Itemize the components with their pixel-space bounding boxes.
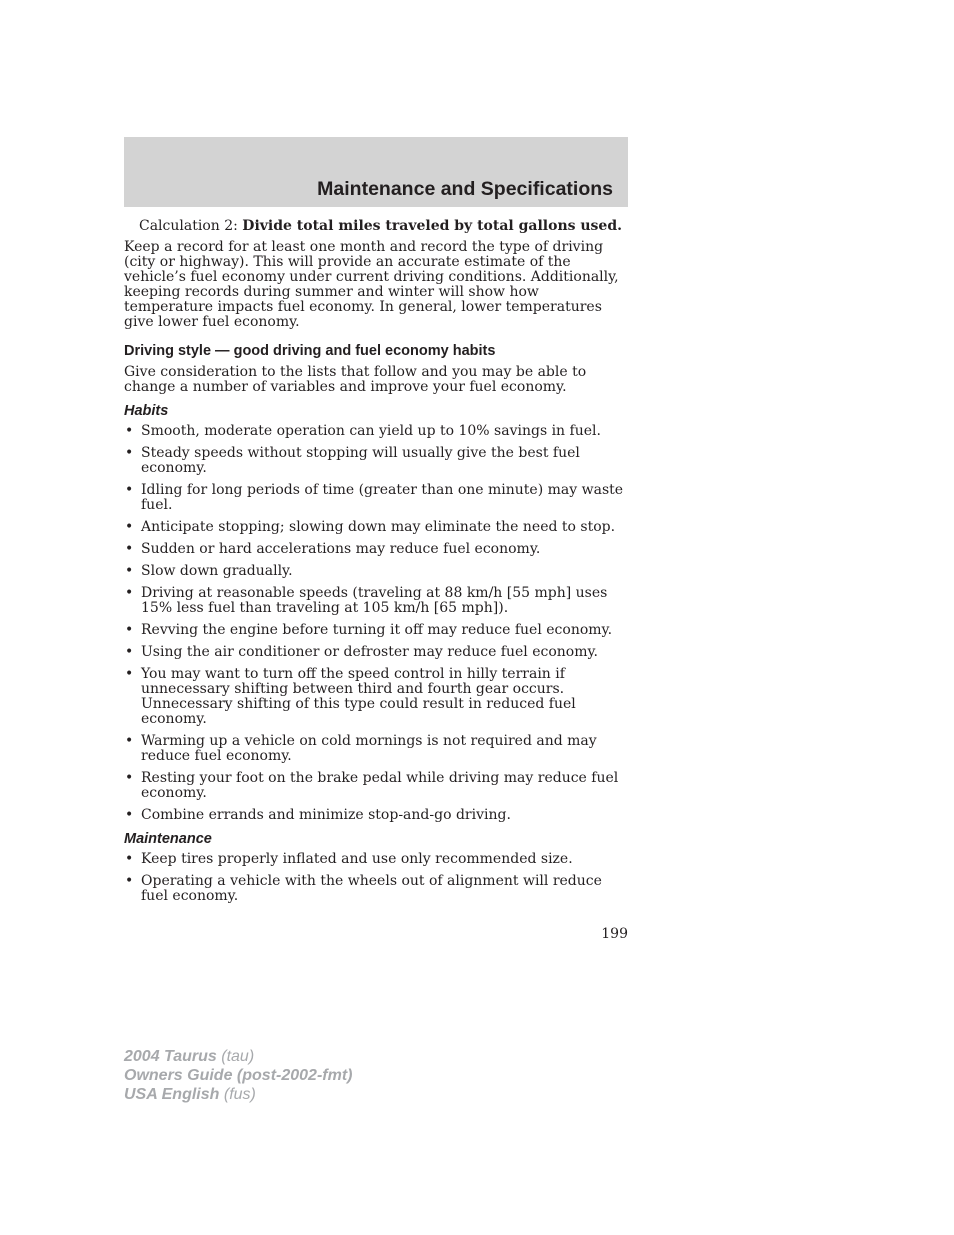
bullet-icon: • [125,482,134,498]
calculation-text: Divide total miles traveled by total gallons used. [242,218,623,234]
habits-list [124,424,628,823]
intro-paragraph: Keep a record for at least one month and record the type of driving (city or highway). This will provide an accurate estimate of the vehicle’s fuel economy under current driving conditions. Additionally, keeping records during summer and winter will show how temperature impacts fuel economy. In general, lower temperatures give lower fuel economy. [124,239,619,330]
calculation-label: Calculation 2: [139,218,243,234]
bullet-icon: • [125,770,134,786]
footer-language-code: (fus) [219,1086,256,1103]
list-item [124,852,628,867]
driving-style-paragraph: Give consideration to the lists that follow and you may be able to change a number of variables and improve your fuel economy. [124,364,587,395]
list-item-text: You may want to turn off the speed control in hilly terrain if unnecessary shifting between third and fourth gear occurs. Unnecessary shifting of this type could result in reduced fuel economy. [141,666,576,727]
list-item-text: Using the air conditioner or defroster may reduce fuel economy. [141,644,598,660]
list-item [124,564,628,579]
list-item-text: Revving the engine before turning it off may reduce fuel economy. [141,622,613,638]
list-item [124,874,628,904]
bullet-icon: • [125,644,134,660]
bullet-icon: • [125,541,134,557]
list-item-text: Smooth, moderate operation can yield up to 10% savings in fuel. [141,423,601,439]
list-item [124,734,628,764]
list-item [124,808,628,823]
bullet-icon: • [125,519,134,535]
list-item-text: Steady speeds without stopping will usually give the best fuel economy. [141,445,580,476]
bullet-icon: • [125,733,134,749]
habits-heading: Habits [124,403,169,419]
bullet-icon: • [125,851,134,867]
list-item [124,667,628,727]
list-item [124,623,628,638]
driving-style-heading: Driving style — good driving and fuel economy habits [124,343,496,359]
footer-model-code: (tau) [216,1048,255,1065]
footer-line-2 [124,1066,352,1085]
list-item-text: Combine errands and minimize stop-and-go driving. [141,807,511,823]
list-item-text: Resting your foot on the brake pedal while driving may reduce fuel economy. [141,770,619,801]
calculation-line [139,219,628,234]
bullet-icon: • [125,585,134,601]
list-item-text: Operating a vehicle with the wheels out of alignment will reduce fuel economy. [141,873,602,904]
footer-guide: Owners Guide (post-2002-fmt) [124,1067,353,1084]
list-item [124,542,628,557]
list-item-text: Idling for long periods of time (greater than one minute) may waste fuel. [141,482,624,513]
list-item [124,483,628,513]
footer-model: 2004 Taurus [124,1048,217,1065]
document-footer [124,1047,352,1104]
bullet-icon: • [125,445,134,461]
bullet-icon: • [125,563,134,579]
list-item [124,771,628,801]
list-item [124,645,628,660]
maintenance-heading: Maintenance [124,831,212,847]
section-title: Maintenance and Specifications [317,178,613,200]
page-number: 199 [601,926,628,942]
list-item-text: Sudden or hard accelerations may reduce fuel economy. [141,541,541,557]
footer-line-1 [124,1047,352,1066]
footer-line-3 [124,1085,352,1104]
list-item-text: Driving at reasonable speeds (traveling at 88 km/h [55 mph] uses 15% less fuel than traveling at 105 km/h [65 mph]). [141,585,608,616]
bullet-icon: • [125,423,134,439]
list-item-text: Anticipate stopping; slowing down may eliminate the need to stop. [141,519,616,535]
maintenance-list [124,852,628,904]
list-item [124,586,628,616]
list-item [124,520,628,535]
page-content [124,219,628,912]
bullet-icon: • [125,873,134,889]
footer-language: USA English [124,1086,220,1103]
bullet-icon: • [125,622,134,638]
list-item-text: Warming up a vehicle on cold mornings is not required and may reduce fuel economy. [141,733,597,764]
list-item [124,424,628,439]
list-item [124,446,628,476]
list-item-text: Keep tires properly inflated and use only recommended size. [141,851,573,867]
section-header-band [124,137,628,207]
bullet-icon: • [125,666,134,682]
bullet-icon: • [125,807,134,823]
list-item-text: Slow down gradually. [141,563,293,579]
